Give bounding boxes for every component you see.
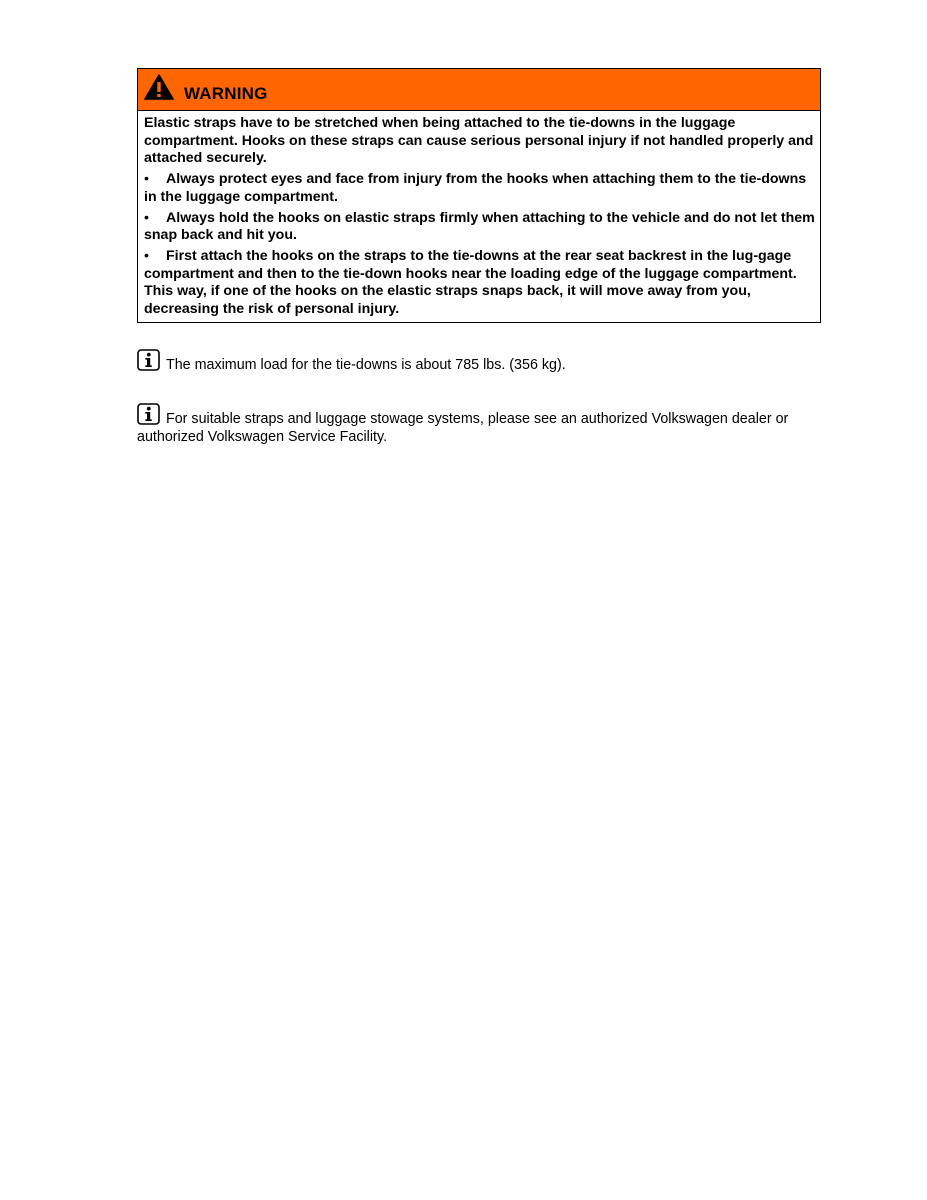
info-icon bbox=[137, 349, 160, 371]
warning-triangle-icon bbox=[144, 74, 174, 100]
warning-header bbox=[138, 69, 820, 111]
warning-bullet-text: Always protect eyes and face from injury from the hooks when attaching them to the tie-downs in the luggage compartment. bbox=[144, 171, 807, 205]
warning-bullet-text: First attach the hooks on the straps to the tie-downs at the rear seat backrest in the lug-gage compartment and then to the tie-down hooks near the loading edge of the luggage compartment. This way, if one of the hooks on the elastic straps snaps back, it will move away from you, decreasing the risk of personal injury. bbox=[144, 248, 797, 317]
info-note bbox=[137, 349, 821, 374]
bullet-dot: • bbox=[144, 209, 149, 226]
note-text: For suitable straps and luggage stowage systems, please see an authorized Volkswagen dealer or authorized Volkswagen Service Facility. bbox=[137, 411, 789, 445]
warning-bullet-text: Always hold the hooks on elastic straps firmly when attaching to the vehicle and do not let them snap back and hit you. bbox=[144, 209, 815, 243]
info-note bbox=[137, 403, 821, 446]
warning-bullet bbox=[144, 171, 815, 206]
info-icon bbox=[137, 403, 160, 425]
warning-body bbox=[138, 111, 820, 322]
warning-intro: Elastic straps have to be stretched when being attached to the tie-downs in the luggage compartment. Hooks on these straps can cause serious personal injury if not handled properly and attached securely. bbox=[144, 115, 814, 166]
warning-bullet bbox=[144, 210, 815, 245]
note-text: The maximum load for the tie-downs is about 785 lbs. (356 kg). bbox=[166, 357, 566, 373]
warning-box bbox=[137, 68, 821, 323]
warning-title: WARNING bbox=[184, 83, 268, 103]
bullet-dot: • bbox=[144, 171, 149, 187]
warning-bullet bbox=[144, 248, 815, 318]
bullet-dot: • bbox=[144, 248, 149, 264]
